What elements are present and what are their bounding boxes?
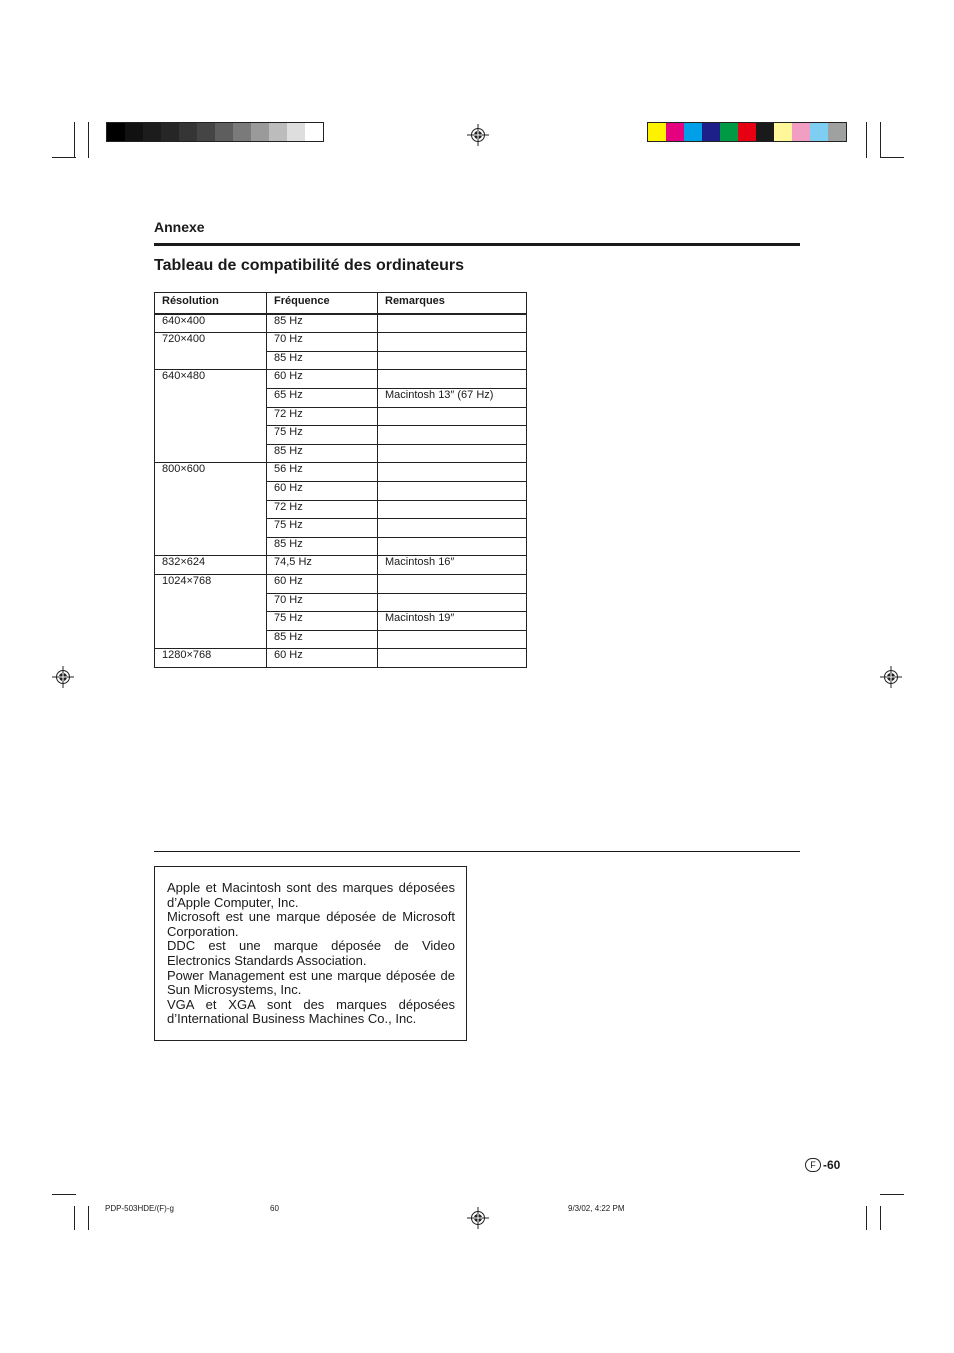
color-swatch xyxy=(720,123,738,141)
cell-resolution: 1024×768 xyxy=(155,574,267,648)
crop-mark xyxy=(866,122,867,158)
registration-mark-icon xyxy=(52,666,74,688)
cell-notes: Macintosh 16″ xyxy=(378,556,527,575)
cell-notes xyxy=(378,370,527,389)
page-title: Tableau de compatibilité des ordinateurs xyxy=(154,257,464,274)
cell-frequency: 72 Hz xyxy=(267,407,378,426)
color-swatch xyxy=(107,123,125,141)
cell-resolution: 832×624 xyxy=(155,556,267,575)
crop-mark xyxy=(880,1194,904,1195)
cell-frequency: 75 Hz xyxy=(267,519,378,538)
color-swatch xyxy=(648,123,666,141)
crop-mark xyxy=(74,1206,75,1230)
cell-frequency: 65 Hz xyxy=(267,388,378,407)
column-header-resolution: Résolution xyxy=(155,293,267,314)
crop-mark xyxy=(52,157,76,158)
cell-frequency: 60 Hz xyxy=(267,481,378,500)
cell-frequency: 85 Hz xyxy=(267,444,378,463)
compatibility-table xyxy=(154,292,527,668)
color-swatch xyxy=(774,123,792,141)
color-swatch xyxy=(684,123,702,141)
crop-mark xyxy=(880,122,881,158)
column-header-frequency: Fréquence xyxy=(267,293,378,314)
color-swatch xyxy=(179,123,197,141)
cell-notes xyxy=(378,314,527,333)
cell-notes xyxy=(378,649,527,668)
notice-line: Power Management est une marque déposée de Sun Microsystems, Inc. xyxy=(167,967,455,998)
color-swatch xyxy=(251,123,269,141)
color-swatch xyxy=(756,123,774,141)
notice-line: DDC est une marque déposée de Video Electronics Standards Association. xyxy=(167,938,455,968)
crop-mark xyxy=(88,1206,89,1230)
table-row xyxy=(155,314,527,333)
cell-notes xyxy=(378,407,527,426)
cell-resolution: 640×480 xyxy=(155,370,267,463)
column-header-notes: Remarques xyxy=(378,293,527,314)
color-swatch xyxy=(792,123,810,141)
registration-mark-icon xyxy=(467,124,489,146)
footer-page: 60 xyxy=(270,1204,279,1213)
section-label: Annexe xyxy=(154,219,205,235)
cell-notes: Macintosh 13″ (67 Hz) xyxy=(378,388,527,407)
cell-frequency: 72 Hz xyxy=(267,500,378,519)
cell-notes xyxy=(378,333,527,352)
crop-mark xyxy=(866,1206,867,1230)
cell-frequency: 75 Hz xyxy=(267,612,378,631)
color-swatch xyxy=(143,123,161,141)
notice-line: VGA et XGA sont des marques déposées d’International Business Machines Co., Inc. xyxy=(167,996,455,1027)
crop-mark xyxy=(88,122,89,158)
cell-notes: Macintosh 19″ xyxy=(378,612,527,631)
color-swatch xyxy=(828,123,846,141)
cell-notes xyxy=(378,500,527,519)
crop-mark xyxy=(880,157,904,158)
cell-frequency: 74,5 Hz xyxy=(267,556,378,575)
cell-notes xyxy=(378,593,527,612)
table-row xyxy=(155,556,527,575)
cell-resolution: 640×400 xyxy=(155,314,267,333)
color-swatch xyxy=(161,123,179,141)
table-header-row xyxy=(155,293,527,314)
color-swatch xyxy=(233,123,251,141)
trademark-notice xyxy=(154,866,467,1041)
cell-frequency: 60 Hz xyxy=(267,574,378,593)
notice-line: Apple et Macintosh sont des marques déposées d’Apple Computer, Inc. xyxy=(167,880,455,910)
cell-notes xyxy=(378,537,527,556)
registration-mark-icon xyxy=(880,666,902,688)
cell-frequency: 85 Hz xyxy=(267,314,378,333)
color-swatch xyxy=(702,123,720,141)
crop-mark xyxy=(52,1194,76,1195)
table-row xyxy=(155,574,527,593)
color-swatch xyxy=(666,123,684,141)
cell-resolution: 720×400 xyxy=(155,333,267,370)
cell-frequency: 85 Hz xyxy=(267,630,378,649)
cell-notes xyxy=(378,426,527,445)
footer-file: PDP-503HDE/(F)-g xyxy=(105,1204,174,1213)
page-number-value: -60 xyxy=(823,1158,841,1172)
table-row xyxy=(155,463,527,482)
registration-mark-icon xyxy=(467,1207,489,1229)
color-swatch xyxy=(738,123,756,141)
cell-notes xyxy=(378,574,527,593)
cell-frequency: 70 Hz xyxy=(267,333,378,352)
cell-frequency: 85 Hz xyxy=(267,351,378,370)
grayscale-bar xyxy=(106,122,324,142)
cell-frequency: 60 Hz xyxy=(267,649,378,668)
cell-notes xyxy=(378,519,527,538)
cell-frequency: 56 Hz xyxy=(267,463,378,482)
footer-date: 9/3/02, 4:22 PM xyxy=(568,1204,625,1213)
color-swatch xyxy=(125,123,143,141)
cell-frequency: 75 Hz xyxy=(267,426,378,445)
color-swatch xyxy=(810,123,828,141)
table-row xyxy=(155,333,527,352)
cell-frequency: 70 Hz xyxy=(267,593,378,612)
page-number xyxy=(805,1158,840,1172)
crop-mark xyxy=(880,1206,881,1230)
color-swatch xyxy=(197,123,215,141)
cell-frequency: 60 Hz xyxy=(267,370,378,389)
notice-line: Microsoft est une marque déposée de Microsoft Corporation. xyxy=(167,909,455,939)
cell-notes xyxy=(378,444,527,463)
color-swatch xyxy=(287,123,305,141)
color-swatch xyxy=(215,123,233,141)
color-bar xyxy=(647,122,847,142)
cell-notes xyxy=(378,351,527,370)
section-rule xyxy=(154,243,800,246)
cell-resolution: 800×600 xyxy=(155,463,267,556)
crop-mark xyxy=(74,122,75,158)
color-swatch xyxy=(269,123,287,141)
divider xyxy=(154,851,800,852)
cell-resolution: 1280×768 xyxy=(155,649,267,668)
cell-notes xyxy=(378,481,527,500)
table-row xyxy=(155,649,527,668)
table-row xyxy=(155,370,527,389)
language-badge: F xyxy=(805,1158,821,1172)
cell-frequency: 85 Hz xyxy=(267,537,378,556)
color-swatch xyxy=(305,123,323,141)
cell-notes xyxy=(378,463,527,482)
cell-notes xyxy=(378,630,527,649)
